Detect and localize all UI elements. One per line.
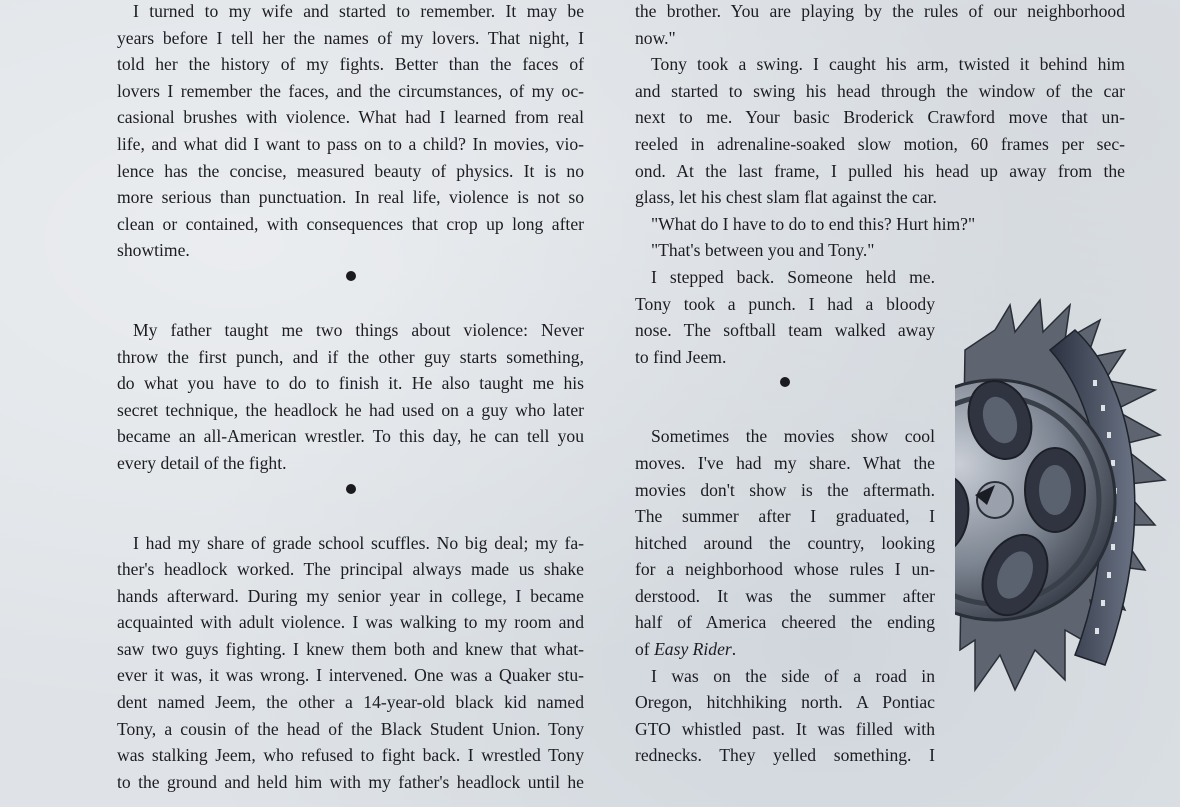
text-line: every detail of the fight. (117, 452, 287, 473)
section-divider (117, 264, 584, 317)
bullet-dot (346, 271, 356, 281)
bullet-dot (346, 484, 356, 494)
text-line: told her the history of my fights. Better than the faces of (117, 54, 584, 75)
text-line: ond. At the last frame, I pulled his head up away from the (635, 160, 1125, 181)
text-line: became an all-American wrestler. To this day, he can tell you (117, 426, 584, 447)
text-line: GTO whistled past. It was filled with (635, 718, 935, 739)
text-line: Tony took a punch. I had a bloody (635, 293, 935, 314)
text-line: derstood. It was the summer after (635, 585, 935, 606)
left-column (117, 0, 584, 795)
section-divider (117, 477, 584, 530)
text-line: life, and what did I want to pass on to a child? In movies, vio- (117, 133, 584, 154)
text-line: do what you have to do to finish it. He also taught me his (117, 373, 584, 394)
text-line: for a neighborhood whose rules I un- (635, 559, 935, 580)
text-line: dent named Jeem, the other a 14-year-old black kid named (117, 692, 584, 713)
text-line: the brother. You are playing by the rules of our neighborhood (635, 1, 1125, 21)
text-line: reeled in adrenaline-soaked slow motion, 60 frames per sec- (635, 133, 1125, 154)
text-line: casional brushes with violence. What had I learned from real (117, 107, 584, 128)
text-line: to find Jeem. (635, 346, 727, 367)
text-line: nose. The softball team walked away (635, 320, 935, 341)
text-line: rednecks. They yelled something. I (635, 745, 935, 766)
text-line: movies don't show is the aftermath. (635, 479, 935, 500)
text-line: clean or contained, with consequences that crop up long after (117, 213, 584, 234)
text-line: was stalking Jeem, who refused to fight back. I wrestled Tony (117, 745, 584, 766)
text-line: I turned to my wife and started to remember. It may be (133, 1, 584, 21)
text-line: The summer after I graduated, I (635, 506, 935, 527)
text-line: hitched around the country, looking (635, 532, 935, 553)
text-line: ever it was, it was wrong. I intervened. One was a Quaker stu- (117, 665, 584, 686)
text-line: hands afterward. During my senior year in college, I became (117, 585, 584, 606)
text-line (635, 636, 935, 663)
text-line: "What do I have to do to end this? Hurt him?" (651, 213, 976, 234)
section-divider (635, 370, 935, 423)
text-line: ther's headlock worked. The principal always made us shake (117, 559, 584, 580)
text-line: Tony, a cousin of the head of the Black Student Union. Tony (117, 718, 584, 739)
text-line: glass, let his chest slam flat against the car. (635, 187, 937, 208)
text-line: secret technique, the headlock he had used on a guy who later (117, 399, 584, 420)
text-line: more serious than punctuation. In real life, violence is not so (117, 187, 584, 208)
text-line: to the ground and held him with my father's headlock until he (117, 771, 584, 792)
text-line: next to me. Your basic Broderick Crawford move that un- (635, 107, 1125, 128)
text-line: years before I tell her the names of my lovers. That night, I (117, 27, 584, 48)
film-title: Easy Rider (654, 639, 732, 660)
text-line: "That's between you and Tony." (651, 240, 875, 261)
text-line: acquainted with adult violence. I was walking to my room and (117, 612, 584, 633)
text-line: saw two guys fighting. I knew them both and knew that what- (117, 638, 584, 659)
text-line: throw the first punch, and if the other guy starts something, (117, 346, 584, 367)
text-line: Sometimes the movies show cool (651, 426, 935, 447)
text-line: half of America cheered the ending (635, 612, 935, 633)
text-line: now." (635, 27, 676, 48)
text-line: moves. I've had my share. What the (635, 452, 935, 473)
text-line: My father taught me two things about violence: Never (133, 319, 584, 340)
text-line: and started to swing his head through the window of the car (635, 80, 1125, 101)
text-line: lovers I remember the faces, and the circumstances, of my oc- (117, 80, 584, 101)
text-line: Oregon, hitchhiking north. A Pontiac (635, 692, 935, 713)
text-line: I was on the side of a road in (651, 665, 935, 686)
text-line: Tony took a swing. I caught his arm, twisted it behind him (651, 54, 1125, 75)
text-line: lence has the concise, measured beauty of physics. It is no (117, 160, 584, 181)
text-line: I had my share of grade school scuffles. No big deal; my fa- (133, 532, 584, 553)
text-fragment: of (635, 639, 655, 660)
text-line: showtime. (117, 240, 190, 261)
film-reel-icon (955, 270, 1180, 730)
text-line: I stepped back. Someone held me. (651, 266, 935, 287)
text-fragment: . (731, 639, 737, 660)
bullet-dot (780, 377, 790, 387)
